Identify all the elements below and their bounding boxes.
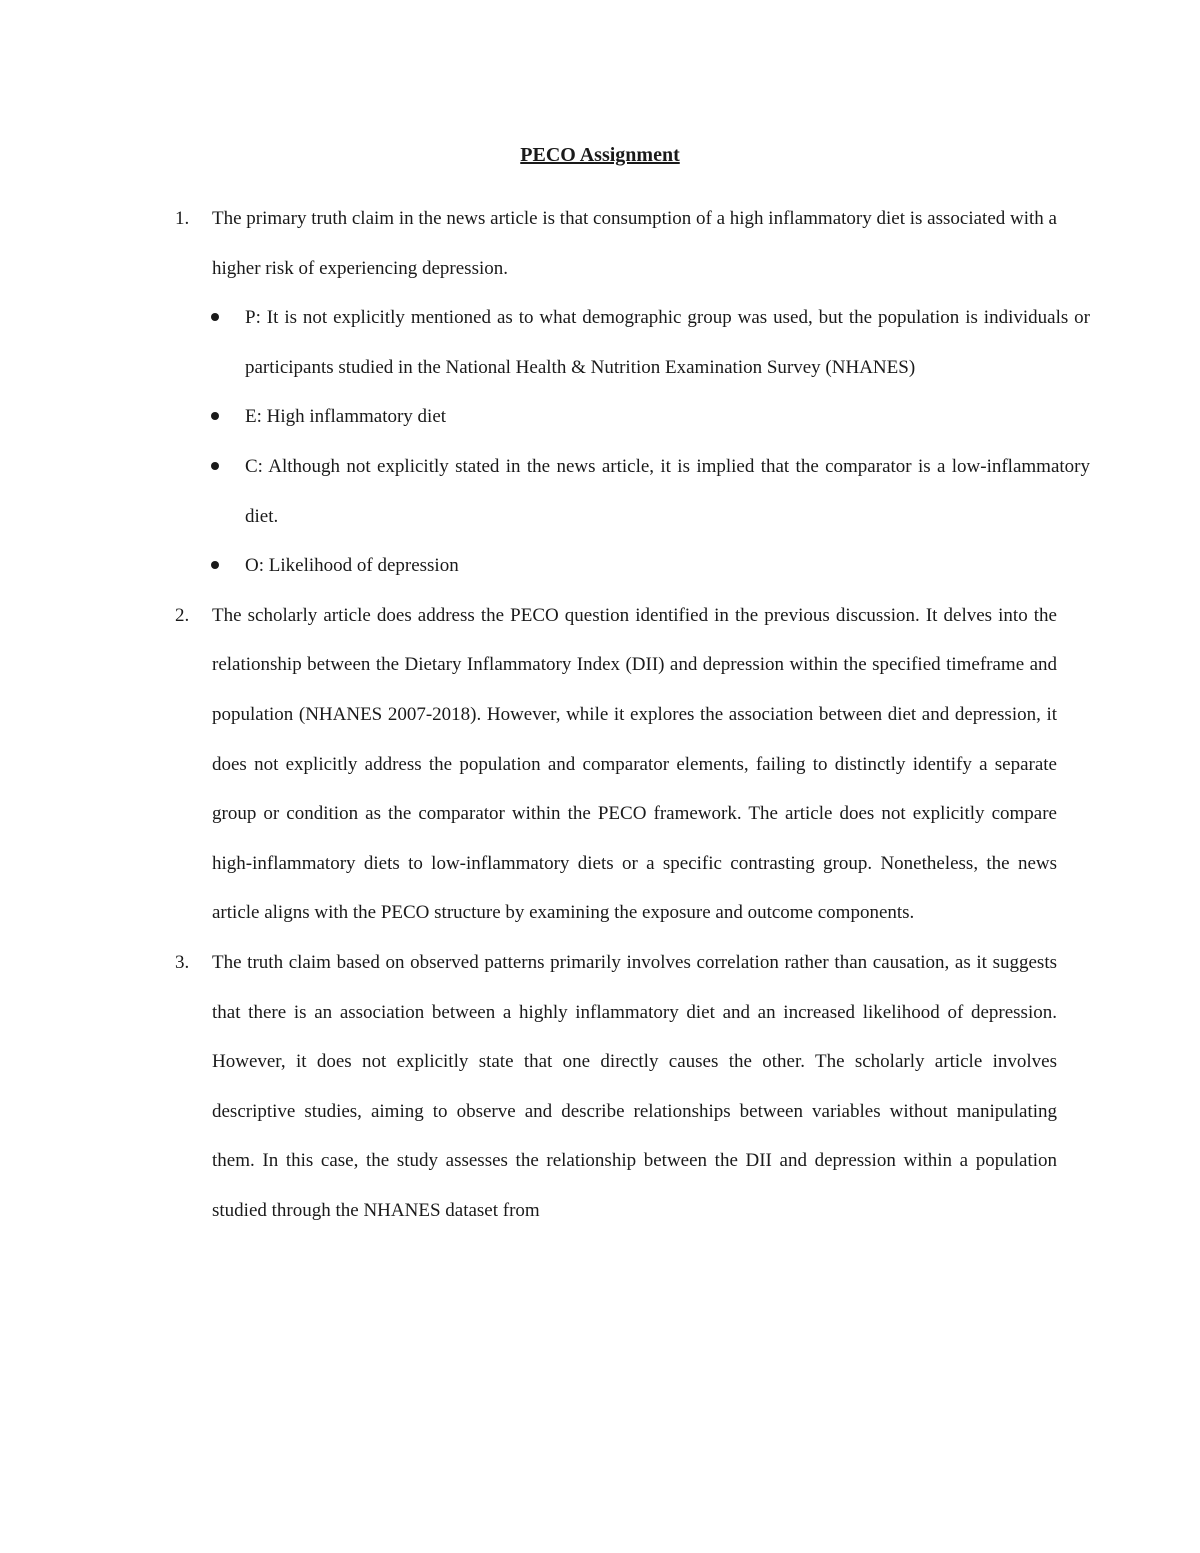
peco-bullet-list (175, 293, 1090, 591)
bullet-icon (211, 412, 219, 420)
bullet-text: E: High inflammatory diet (245, 406, 447, 428)
item-number: 1. (175, 208, 190, 229)
item-text: The primary truth claim in the news article is that consumption of a high inflammatory diet is associated with a higher risk of experiencing depression. (212, 208, 1057, 279)
bullet-text: C: Although not explicitly stated in the news article, it is implied that the comparator is a low-inflammatory diet. (245, 455, 1090, 527)
bullet-text: P: It is not explicitly mentioned as to what demographic group was used, but the population is individuals or participants studied in the National Health & Nutrition Examination Survey (NHANES) (245, 307, 1090, 378)
document-body (175, 194, 1090, 1235)
bullet-icon (211, 561, 219, 569)
bullet-icon (211, 462, 219, 470)
numbered-item-1 (175, 194, 1090, 591)
bullet-item-comparator (245, 442, 1090, 541)
item-number: 2. (175, 604, 190, 626)
bullet-item-outcome (245, 541, 1090, 591)
numbered-item-2 (175, 591, 1057, 938)
bullet-item-population (245, 293, 1090, 392)
numbered-item-3 (175, 938, 1057, 1236)
bullet-item-exposure (245, 392, 1090, 442)
bullet-text: O: Likelihood of depression (245, 555, 459, 577)
item-number: 3. (175, 951, 190, 973)
bullet-icon (211, 313, 219, 321)
page-title: PECO Assignment (520, 144, 680, 166)
item-text: The scholarly article does address the PECO question identified in the previous discussion. It delves into the relationship between the Dietary Inflammatory Index (DII) and depression within the specified timeframe and population (NHANES 2007-2018). However, while it explores the association between diet and depression, it does not explicitly address the population and comparator elements, failing to distinctly identify a separate group or condition as the comparator within the PECO framework. The article does not explicitly compare high-inflammatory diets to low-inflammatory diets or a specific contrasting group. Nonetheless, the news article aligns with the PECO structure by examining the exposure and outcome components. (212, 604, 1057, 924)
item-text: The truth claim based on observed patterns primarily involves correlation rather than causation, as it suggests that there is an association between a highly inflammatory diet and an increased likelihood of depression. However, it does not explicitly state that one directly causes the other. The scholarly article involves descriptive studies, aiming to observe and describe relationships between variables without manipulating them. In this case, the study assesses the relationship between the DII and depression within a population studied through the NHANES dataset from (212, 951, 1057, 1221)
